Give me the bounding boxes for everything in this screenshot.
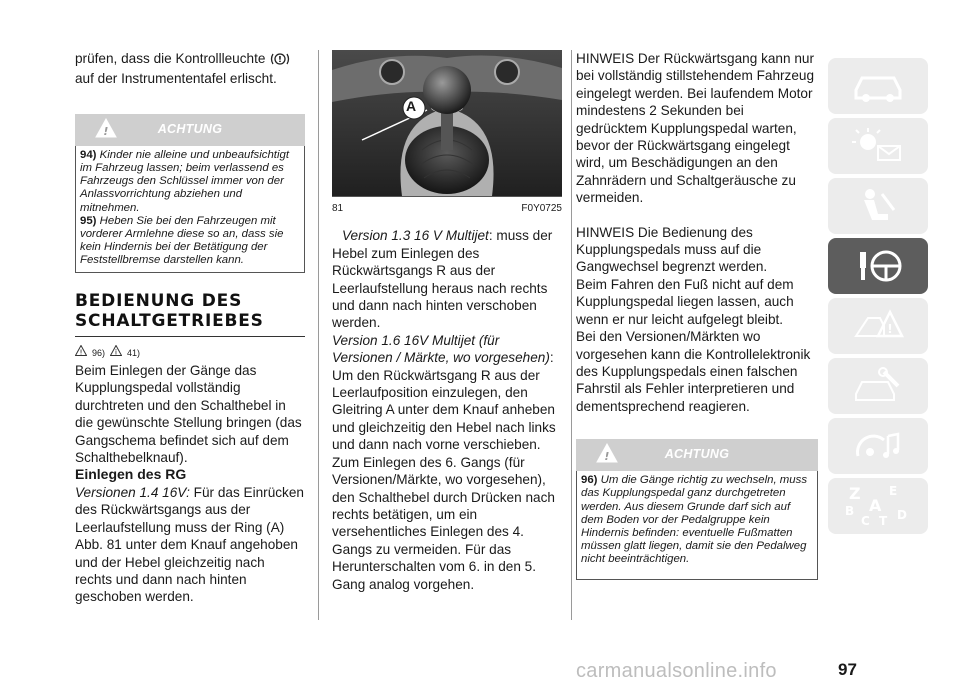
warning-item: 96) Um die Gänge richtig zu wechseln, muss das Kupplungspedal ganz durchgetreten werden. Aus diesem Grunde darf sich auf dem Boden vor der Pedalgruppe kein Hindernis befinden: eventuelle Fußmatten müssen glatt liegen, damit sie den Pedalweg nicht beeinträchtigen. [581, 474, 808, 566]
warning-box [75, 114, 305, 273]
chapter-tile-car[interactable] [828, 58, 928, 114]
rg-paragraph: Versionen 1.4 16V: Für das Einrücken des Rückwärtsgangs aus der Leerlaufstellung muss der Ring (A) Abb. 81 unter dem Knauf angehoben und der Hebel gleichzeitig nach rechts und dann nach hinten geschoben werden. [75, 484, 304, 605]
caution-triangle-icon [110, 345, 122, 362]
key-steering-wheel-icon [848, 246, 908, 286]
chapter-sidebar [828, 58, 928, 538]
intro-paragraph: prüfen, dass die Kontrollleuchte ! auf der Instrumententafel erlischt. [75, 50, 305, 88]
figure-caption [332, 200, 562, 217]
sub-title: Einlegen des RG [75, 466, 187, 483]
chapter-tile-index[interactable] [828, 478, 928, 534]
note-paragraph: HINWEIS Die Bedienung des Kupplungspedals muss auf die Gangwechsel begrenzt werden. [576, 224, 768, 275]
chapter-tile-lights[interactable] [828, 118, 928, 174]
svg-text:!: ! [278, 55, 283, 64]
warning-body [75, 146, 305, 273]
note-paragraph: HINWEIS Der Rückwärtsgang kann nur bei vollständig stillstehendem Fahrzeug eingelegt werden. Bei laufendem Motor mindestens 2 Sekunden bei gedrücktem Kupplungspedal warten, bevor der Rückwärtsgang eingelegt wird, um Beschädigungen an den Zahnrädern und Schaltgeräusche zu vermeiden. [576, 51, 815, 206]
seat-airbag-icon [848, 186, 908, 226]
chapter-tile-driving[interactable] [828, 238, 928, 294]
column-middle [332, 50, 562, 593]
warning-title: ACHTUNG [157, 122, 223, 137]
lights-envelope-icon [848, 126, 908, 166]
column-divider [571, 50, 572, 620]
page-number: 97 [838, 660, 857, 679]
watermark: carmanualsonline.info [576, 660, 777, 682]
svg-text:i: i [115, 348, 117, 356]
hazard-triangle-icon [848, 306, 908, 346]
gear-lever-photo [332, 50, 562, 196]
svg-text:!: ! [103, 124, 109, 138]
gear-lever-figure [332, 50, 562, 197]
body-paragraph: Beim Einlegen der Gänge das Kupplungspedal vollständig durchtreten und den Schalthebel in die gewünschte Stellung bringen (das Gangschema befindet sich auf dem Schalthebelknauf). [75, 363, 302, 466]
version-paragraph: Version 1.6 16V Multijet (für Versionen / Märkte, wo vorgesehen): Um den Rückwärtsgang R aus der Leerlaufposition einzulegen, den Gleitring A unter dem Knauf anheben und gleichzeitig den Hebel nach links und dann nach vorne verschieben. [332, 332, 556, 453]
warning-header [576, 439, 818, 471]
warning-triangle-icon [95, 118, 117, 143]
figure-label: A [406, 98, 417, 114]
column-divider [318, 50, 319, 620]
column-left [75, 50, 305, 606]
chapter-tile-safety[interactable] [828, 178, 928, 234]
note-paragraph: Beim Fahren den Fuß nicht auf dem Kupplungspedal liegen lassen, auch wenn er nur leicht aufgelegt bleibt. [576, 276, 794, 327]
note-paragraph: Bei den Versionen/Märkten wo vorgesehen kann die Kontrollelektronik des Kupplungspedals einen falschen Fahrstil als Fehler interpretieren und dementsprechend reagieren. [576, 329, 811, 414]
warning-item: 95) Heben Sie bei den Fahrzeugen mit vorderer Armlehne diese so an, dass sie kein Hindernis bei der Betätigung der Feststellbremse darstellen kann. [80, 214, 284, 267]
sixth-gear-paragraph: Zum Einlegen des 6. Gangs (für Versionen/Märkte, wo vorgesehen), den Schalthebel durch Drücken nach rechts betätigen, um ein versehentliches Einlegen des 4. Gangs zu vermeiden. Für das Herunterschalten vom 6. in den 5. Gang analog vorgehen. [332, 454, 555, 592]
warning-body [576, 471, 818, 579]
gauge-music-icon [848, 426, 908, 466]
column-right [576, 50, 818, 580]
warning-triangle-icon [596, 443, 618, 468]
wrench-car-icon [848, 366, 908, 406]
warning-light-icon [269, 52, 291, 70]
svg-text:!: ! [887, 322, 893, 336]
car-icon [848, 68, 908, 104]
warning-box [576, 439, 818, 579]
svg-text:!: ! [604, 450, 610, 464]
index-letters-icon: Z E A B C T D [845, 484, 907, 528]
version-paragraph: Version 1.3 16 V Multijet: muss der Hebel zum Einlegen des Rückwärtsgangs R aus der Leerlaufstellung heraus nach rechts und dann nach hinten verschoben werden. [332, 228, 553, 331]
section-title: BEDIENUNG DES SCHALTGETRIEBES [75, 291, 305, 337]
warning-triangle-icon [75, 345, 87, 362]
reference-markers: ! 96) i 41) [75, 345, 305, 362]
warning-item: 94) Kinder nie alleine und unbeaufsichtigt im Fahrzeug lassen; beim verlassend es Fahrzeugs den Schlüssel immer von der Anlassvorrichtung abziehen und mitnehmen. [80, 148, 289, 214]
chapter-tile-multimedia[interactable] [828, 418, 928, 474]
chapter-tile-emergency[interactable] [828, 298, 928, 354]
warning-title: ACHTUNG [664, 447, 730, 462]
chapter-tile-maintenance[interactable] [828, 358, 928, 414]
warning-header [75, 114, 305, 146]
figure-code: F0Y0725 [521, 203, 562, 214]
svg-text:!: ! [79, 348, 83, 356]
figure-number: 81 [332, 203, 344, 214]
